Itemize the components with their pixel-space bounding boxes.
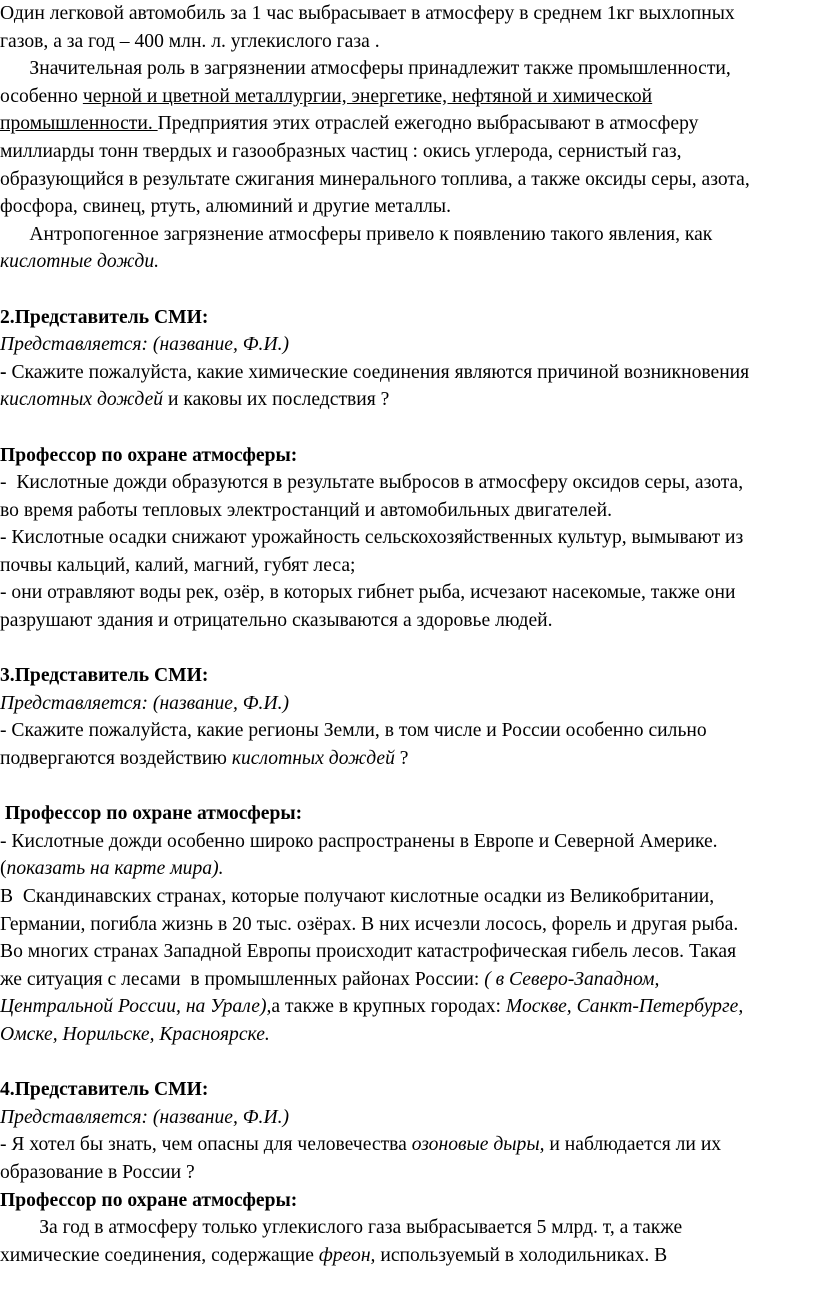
- text-line: [0, 800, 816, 828]
- body-text: используемый в холодильниках. В: [375, 1244, 668, 1266]
- body-text: подвергаются воздействию: [0, 748, 232, 770]
- italic-text: Представляется: (название, Ф.И.): [0, 334, 290, 356]
- italic-text: кислотных дождей: [0, 389, 164, 411]
- italic-text: фреон,: [318, 1244, 376, 1266]
- text-line: [0, 883, 816, 911]
- body-text: почвы кальций, калий, магний, губят леса;: [0, 554, 356, 576]
- italic-text: показать на карте мира).: [6, 858, 224, 880]
- text-line: [0, 717, 816, 745]
- text-line: [0, 1131, 816, 1159]
- underlined-text: черной и цветной металлургии, энергетике, нефтяной и химической: [82, 85, 653, 107]
- text-line: [0, 0, 816, 28]
- italic-text: озоновые дыры,: [411, 1134, 545, 1156]
- text-line: [0, 690, 816, 718]
- body-text: и каковы их последствия ?: [163, 389, 390, 411]
- text-line: [0, 579, 816, 607]
- body-text: - Кислотные дожди образуются в результате выбросов в атмосферу оксидов серы, азота,: [0, 472, 744, 494]
- italic-text: кислотные дожди.: [0, 251, 160, 273]
- text-line: [0, 110, 816, 138]
- text-line: [0, 469, 816, 497]
- body-text: (: [0, 858, 7, 880]
- body-text: химические соединения, содержащие: [0, 1244, 319, 1266]
- text-line: [0, 1076, 816, 1104]
- body-text: особенно: [0, 85, 83, 107]
- text-line: [0, 911, 816, 939]
- text-line: [0, 359, 816, 387]
- body-text: Антропогенное загрязнение атмосферы привело к появлению такого явления, как: [0, 223, 713, 245]
- body-text: образование в России ?: [0, 1161, 195, 1183]
- body-text: - они отравляют воды рек, озёр, в которых гибнет рыба, исчезают насекомые, также они: [0, 582, 736, 604]
- body-text: Предприятия этих отраслей ежегодно выбрасывают в атмосферу: [157, 113, 699, 135]
- heading-text: 3.Представитель СМИ:: [0, 665, 209, 687]
- text-line: [0, 248, 816, 276]
- body-text: разрушают здания и отрицательно сказываются а здоровье людей.: [0, 610, 553, 632]
- text-line: [0, 938, 816, 966]
- text-line: [0, 28, 816, 56]
- text-line: [0, 966, 816, 994]
- text-line: [0, 138, 816, 166]
- heading-text: Профессор по охране атмосферы:: [0, 1189, 298, 1211]
- text-line: [0, 1159, 816, 1187]
- body-text: Во многих странах Западной Европы происходит катастрофическая гибель лесов. Такая: [0, 941, 737, 963]
- text-line: [0, 607, 816, 635]
- italic-text: кислотных дождей: [231, 748, 395, 770]
- body-text: а также в крупных городах:: [271, 996, 506, 1018]
- text-line: [0, 442, 816, 470]
- heading-text: Профессор по охране атмосферы:: [0, 803, 303, 825]
- body-text: образующийся в результате сжигания минерального топлива, а также оксиды серы, азота,: [0, 168, 750, 190]
- body-text: За год в атмосферу только углекислого газа выбрасывается 5 млрд. т, а также: [0, 1217, 683, 1239]
- italic-text: Москве, Санкт-Петербурге,: [505, 996, 744, 1018]
- body-text: во время работы тепловых электростанций и автомобильных двигателей.: [0, 499, 612, 521]
- body-text: Германии, погибла жизнь в 20 тыс. озёрах. В них исчезли лосось, форель и другая рыба.: [0, 913, 739, 935]
- text-line: [0, 1104, 816, 1132]
- body-text: - Кислотные осадки снижают урожайность сельскохозяйственных культур, вымывают из: [0, 527, 744, 549]
- text-line: [0, 193, 816, 221]
- text-line: [0, 524, 816, 552]
- body-text: В Скандинавских странах, которые получают кислотные осадки из Великобритании,: [0, 886, 715, 907]
- text-line: [0, 1021, 816, 1049]
- italic-text: Представляется: (название, Ф.И.): [0, 1106, 290, 1128]
- text-line: [0, 55, 816, 83]
- blank-line: [0, 414, 816, 442]
- text-line: [0, 1214, 816, 1242]
- blank-line: [0, 773, 816, 801]
- heading-text: 4.Представитель СМИ:: [0, 1079, 209, 1101]
- heading-text: 2.Представитель СМИ:: [0, 306, 209, 328]
- body-text: фосфора, свинец, ртуть, алюминий и другие металлы.: [0, 196, 451, 218]
- underlined-text: промышленности.: [0, 113, 158, 135]
- text-line: [0, 83, 816, 111]
- body-text: - Кислотные дожди особенно широко распространены в Европе и Северной Америке.: [0, 830, 718, 852]
- blank-line: [0, 276, 816, 304]
- body-text: Один легковой автомобиль за 1 час выбрасывает в атмосферу в среднем 1кг выхлопных: [0, 3, 735, 24]
- heading-text: -: [0, 361, 12, 383]
- body-text: газов, а за год – 400 млн. л. углекислого газа .: [0, 30, 380, 52]
- text-line: [0, 745, 816, 773]
- text-line: [0, 1187, 816, 1215]
- blank-line: [0, 1049, 816, 1077]
- text-line: [0, 1242, 816, 1270]
- text-line: [0, 855, 816, 883]
- blank-line: [0, 635, 816, 663]
- italic-text: Центральной России, на Урале),: [0, 996, 272, 1018]
- body-text: же ситуация с лесами в промышленных районах России:: [0, 968, 485, 990]
- body-text: миллиарды тонн твердых и газообразных частиц : окись углерода, сернистый газ,: [0, 140, 682, 162]
- text-line: [0, 386, 816, 414]
- body-text: - Скажите пожалуйста, какие регионы Земли, в том числе и России особенно сильно: [0, 720, 707, 742]
- text-line: [0, 662, 816, 690]
- italic-text: Представляется: (название, Ф.И.): [0, 692, 290, 714]
- body-text: Скажите пожалуйста, какие химические соединения являются причиной возникновения: [11, 361, 750, 383]
- text-line: [0, 304, 816, 332]
- body-text: - Я хотел бы знать, чем опасны для человечества: [0, 1134, 412, 1156]
- italic-text: ( в Северо-Западном,: [484, 968, 660, 990]
- body-text: Значительная роль в загрязнении атмосферы принадлежит также промышленности,: [0, 58, 731, 80]
- heading-text: Профессор по охране атмосферы:: [0, 444, 298, 466]
- text-line: [0, 221, 816, 249]
- text-line: [0, 552, 816, 580]
- text-line: [0, 497, 816, 525]
- italic-text: Омске, Норильске, Красноярске.: [0, 1023, 270, 1045]
- body-text: и наблюдается ли их: [544, 1134, 722, 1156]
- text-line: [0, 828, 816, 856]
- body-text: ?: [394, 748, 409, 770]
- text-line: [0, 993, 816, 1021]
- text-line: [0, 166, 816, 194]
- text-line: [0, 331, 816, 359]
